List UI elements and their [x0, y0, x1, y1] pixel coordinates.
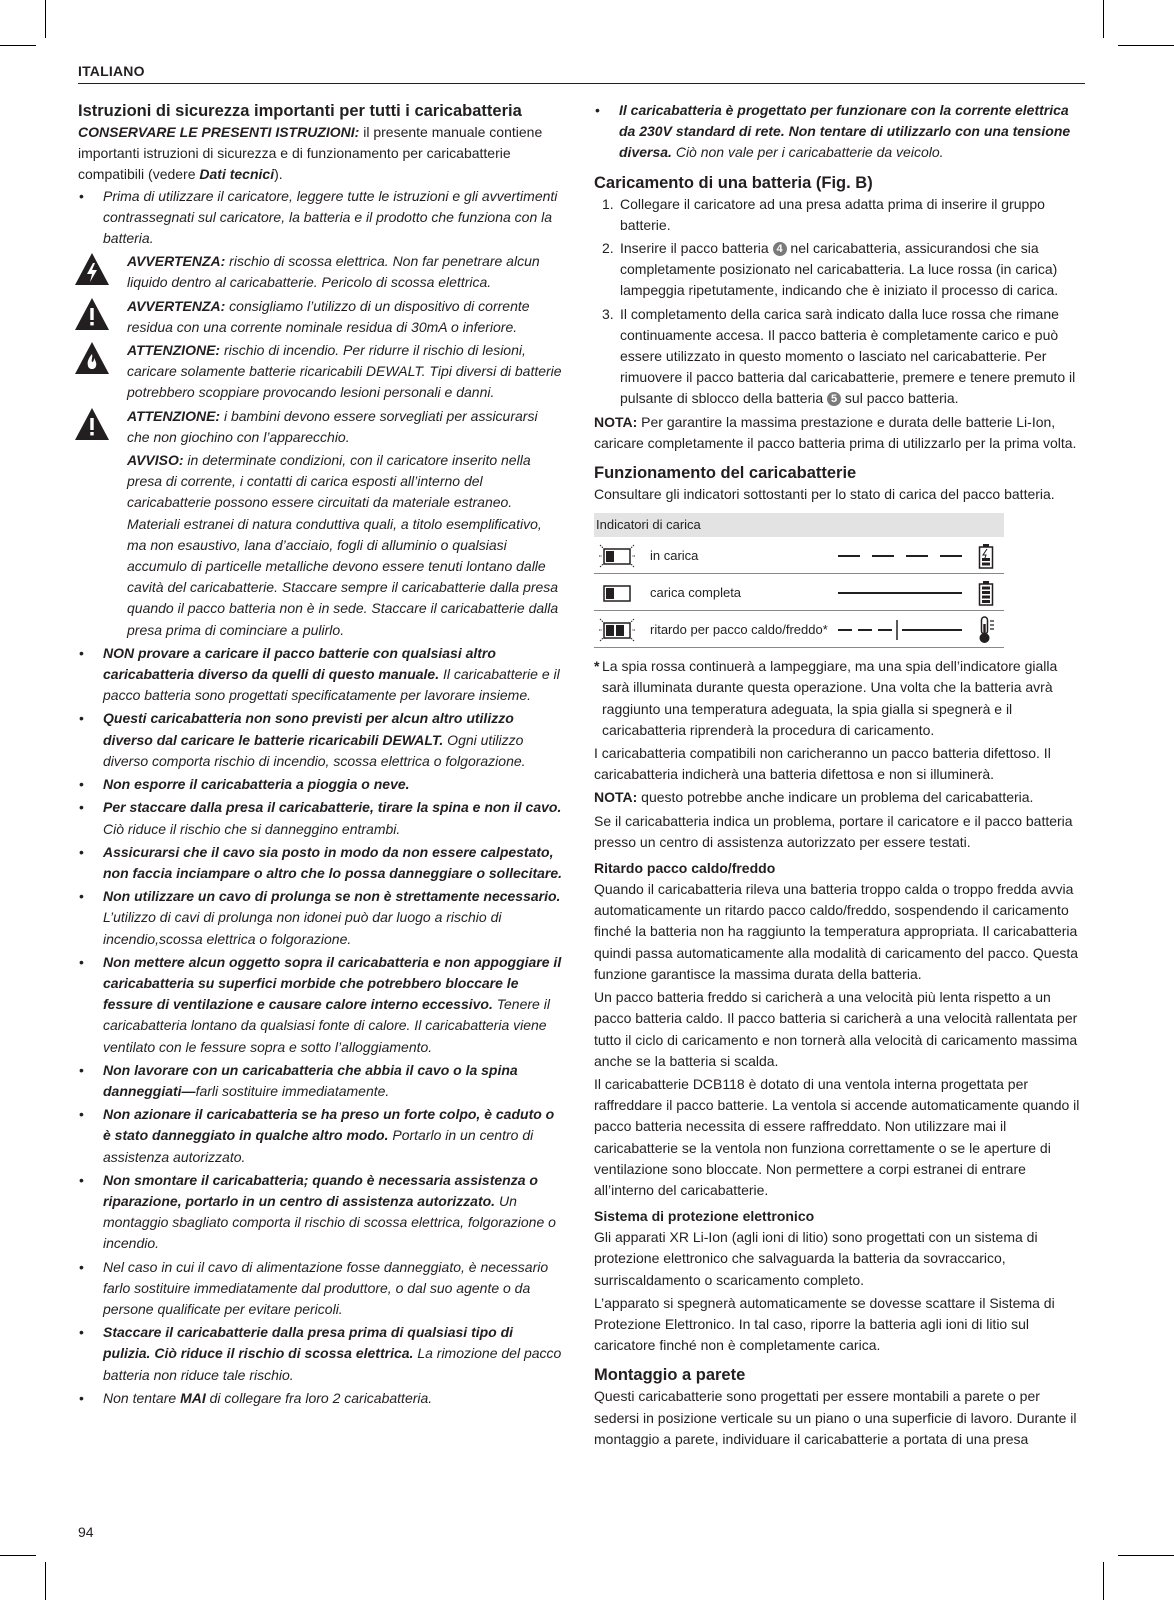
- left-column: [78, 100, 564, 1409]
- crop-mark: [45, 0, 46, 38]
- footnote-hot-cold: * La spia rossa continuerà a lampeggiare, ma una spia dell’indicatore gialla sarà illuminata durante questa operazione. Una volta che la batteria avrà raggiunto una temperatura adeguata, la spia gialla si spegnerà e il caricabatteria riprenderà la procedura di caricamento.: [594, 658, 1058, 738]
- crop-mark: [0, 45, 36, 46]
- crop-mark: [1118, 45, 1174, 46]
- right-column: [594, 100, 1086, 1450]
- delay-signal-icon: [838, 619, 962, 641]
- indicator-label: in carica: [650, 548, 699, 564]
- section-title-charging: Caricamento di una batteria (Fig. B): [594, 173, 873, 192]
- bullet-extension-cord: • Non utilizzare un cavo di prolunga se non è strettamente necessario. L’utilizzo di cavi di prolunga non idonei può dar luogo a rischio di incendio,scossa elettrica o folgorazione.: [78, 886, 564, 950]
- indicator-row-charging: [594, 537, 1004, 574]
- warning-electric-shock: AVVERTENZA: rischio di scossa elettrica. Non far penetrare alcun liquido dentro al caricabatterie. Pericolo di scossa elettrica.: [78, 251, 564, 293]
- general-warning-icon: [74, 297, 110, 331]
- solid-signal-icon: [838, 591, 962, 595]
- charger-solid-icon: [598, 580, 636, 606]
- battery-full-icon: [978, 580, 994, 606]
- crop-mark: [1118, 1555, 1174, 1556]
- indicator-row-charged: [594, 574, 1004, 611]
- indicator-label: ritardo per pacco caldo/freddo*: [650, 622, 828, 638]
- bullet-disassembly: • Non smontare il caricabatteria; quando è necessaria assistenza o riparazione, portarlo in un centro di assistenza autorizzato. Un montaggio sbagliato comporta il rischio di scossa elettrica, folgorazione o incendio.: [78, 1170, 564, 1255]
- general-warning-icon: [74, 407, 110, 441]
- crop-mark: [1103, 0, 1104, 38]
- note-first-charge: NOTA: Per garantire la massima prestazione e durata delle batterie Li-Ion, caricare completamente il pacco batteria prima di utilizzarlo per la prima volta.: [594, 413, 1077, 451]
- battery-charging-icon: [978, 543, 994, 569]
- delay-paragraph-2: Un pacco batteria freddo si caricherà a una velocità più lenta rispetto a un pacco batteria caldo. Il pacco batteria si caricherà a una velocità rallentata per tutto il ciclo di caricamento e non tornerà alla velocità di caricamento massima anche se la batteria si scalda.: [594, 989, 1078, 1069]
- indicator-label: carica completa: [650, 585, 742, 601]
- indicators-header: Indicatori di carica: [594, 513, 1004, 537]
- bullet-ventilation: • Non mettere alcun oggetto sopra il caricabatteria e non appoggiare il caricabatteria su superfici morbide che potrebbero bloccare le fessure di ventilazione e causare calore interno eccessivo. Tenere il caricabatteria lontano da qualsiasi fonte di calore. Il caricabatteria viene ventilato con le fessure sopra e sotto l’alloggiamento.: [78, 952, 564, 1058]
- note-charger-problem: NOTA: questo potrebbe anche indicare un problema del caricabatteria.: [594, 789, 1034, 806]
- problem-service-text: Se il caricabatteria indica un problema, portare il caricatore e il pacco batteria presso un centro di assistenza autorizzato per essere testati.: [594, 812, 1073, 850]
- charge-indicators-table: [594, 513, 1004, 648]
- charger-flashing-icon: [598, 543, 636, 569]
- crop-mark: [45, 1562, 46, 1600]
- language-header: ITALIANO: [78, 63, 1085, 84]
- charging-step-1: 1. Collegare il caricatore ad una presa adatta prima di inserire il gruppo batterie.: [602, 195, 1045, 233]
- crop-mark: [1103, 1562, 1104, 1600]
- warning-rcd: AVVERTENZA: consigliamo l’utilizzo di un dispositivo di corrente residua con una corrente nominale residua di 30mA o inferiore.: [78, 296, 564, 338]
- delay-paragraph-3: Il caricabatterie DCB118 è dotato di una ventola interna progettata per raffreddare il pacco batterie. La ventola si accende automaticamente quando il pacco batteria necessita di essere raffreddato. Non utilizzare mai il caricabatterie se la ventola non funziona correttamente o se le aperture di ventilazione sono bloccate. Non permettere a corpi estranei di entrare all’interno del caricabatterie.: [594, 1075, 1080, 1198]
- warning-fire: ATTENZIONE: rischio di incendio. Per ridurre il rischio di lesioni, caricare solamente batterie ricaricabili DEWALT. Tipi diversi di batterie potrebbero scoppiare provocando lesioni personali e danni.: [78, 340, 564, 404]
- protection-paragraph-1: Gli apparati XR Li-Ion (agli ioni di litio) sono progettati con un sistema di protezione elettronico che salvaguarda la batteria da sovraccarico, surriscaldamento o scaricamento completo.: [594, 1229, 1038, 1288]
- defective-pack-text: I caricabatteria compatibili non caricheranno un pacco batteria difettoso. Il caricabatteria indicherà una batteria difettosa e non si illuminerà.: [594, 745, 1051, 783]
- warning-children: ATTENZIONE: i bambini devono essere sorvegliati per assicurarsi che non giochino con l’apparecchio.: [78, 406, 564, 448]
- bullet-compatible-chargers: • NON provare a caricare il pacco batterie con qualsiasi altro caricabatteria diverso da quelli di questo manuale. Il caricabatterie e il pacco batteria sono progettati specificatamente per lavorare insieme.: [78, 643, 564, 707]
- delay-paragraph-1: Quando il caricabatteria rileva una batteria troppo calda o troppo fredda avvia automaticamente un ritardo pacco caldo/freddo, sospendendo il caricamento finché la batteria non ha raggiunto la temperatura appropriata. Il caricabatteria quindi passa automaticamente alla modalità di caricamento del pacco. Questa funzione garantisce la massima durata della batteria.: [594, 881, 1079, 982]
- section-title-safety: Istruzioni di sicurezza importanti per tutti i caricabatteria: [78, 102, 522, 120]
- crop-mark: [0, 1555, 36, 1556]
- charging-step-3: 3. Il completamento della carica sarà indicato dalla luce rossa che rimane continuamente accesa. Il pacco batteria è completamente carico e può essere utilizzato in questo momento o lasciato nel caricabatterie. Per rimuovere il pacco batteria dal caricabatterie, premere e tenere premuto il pulsante di sblocco della batteria 5 sul pacco batteria.: [602, 305, 1076, 407]
- bullet-dropped-charger: • Non azionare il caricabatteria se ha preso un forte colpo, è caduto o è stato danneggiato in qualche altro modo. Portarlo in un centro di assistenza autorizzato.: [78, 1104, 564, 1168]
- indicator-row-hot-cold-delay: [594, 611, 1004, 648]
- bullet-unplug: • Per staccare dalla presa il caricabatterie, tirare la spina e non il cavo. Ciò riduce il rischio che si danneggino entrambi.: [78, 797, 564, 839]
- ref-4-badge: 4: [773, 242, 787, 256]
- bullet-230v: • Il caricabatteria è progettato per funzionare con la corrente elettrica da 230V standard di rete. Non tentare di utilizzarlo con una tensione diversa. Ciò non vale per i caricabatterie da veicolo.: [594, 100, 1086, 164]
- ref-5-badge: 5: [827, 392, 841, 406]
- protection-paragraph-2: L’apparato si spegnerà automaticamente se dovesse scattare il Sistema di Protezione Elettronico. In tal caso, riporre la batteria agli ioni di litio sul caricatore finché non è completamente carica.: [594, 1294, 1055, 1354]
- flashing-signal-icon: [838, 554, 962, 558]
- tech-data-link: Dati tecnici: [199, 166, 275, 183]
- wall-mount-paragraph: Questi caricabatterie sono progettati per essere montabili a parete o per sedersi in posizione verticale su un piano o una superficie di lavoro. Durante il montaggio a parete, individuare il caricabatterie a portata di una presa: [594, 1388, 1077, 1447]
- bullet-damaged-cord: • Non lavorare con un caricabatteria che abbia il cavo o la spina danneggiati—farli sostituire immediatamente.: [78, 1060, 564, 1102]
- fire-warning-icon: [74, 341, 110, 375]
- intro-paragraph: CONSERVARE LE PRESENTI ISTRUZIONI: il presente manuale contiene importanti istruzioni di sicurezza e di funzionamento per caricabatterie compatibili (vedere Dati tecnici).: [78, 124, 543, 183]
- bullet-supply-cord: • Nel caso in cui il cavo di alimentazione fosse danneggiato, è necessario farlo sostituire immediatamente dal produttore, o dal suo agente o da persone qualificate per evitare pericoli.: [78, 1257, 564, 1321]
- bullet-rain: • Non esporre il caricabatteria a pioggia o neve.: [78, 774, 564, 795]
- electric-shock-warning-icon: [74, 252, 110, 286]
- bullet-never-connect: • Non tentare MAI di collegare fra loro 2 caricabatteria.: [78, 1388, 564, 1409]
- operation-intro: Consultare gli indicatori sottostanti per lo stato di carica del pacco batteria.: [594, 486, 1055, 503]
- notice-foreign-material: AVVISO: in determinate condizioni, con il caricatore inserito nella presa di corrente, i contatti di carica esposti all’interno del caricabatterie possono essere circuitati da materiale estraneo. Materiali estranei di natura conduttiva quali, a titolo esemplificativo, ma non esaustivo, lana d’acciaio, fogli di alluminio o qualsiasi accumulo di particelle metalliche devono essere tenuti lontano dalle cavità del caricabatterie. Staccare sempre il caricabatterie dalla presa quando il pacco batteria non è in sede. Staccare il caricabatterie dalla presa prima di cominciare a pulirlo.: [127, 452, 559, 638]
- bullet-intended-use: • Questi caricabatteria non sono previsti per alcun altro utilizzo diverso dal caricare le batterie ricaricabili DEWALT. Ogni utilizzo diverso comporta rischio di incendio, scossa elettrica o folgorazione.: [78, 708, 564, 772]
- bullet-cord-placement: • Assicurarsi che il cavo sia posto in modo da non essere calpestato, non faccia inciampare o altro che lo possa danneggiare o sollecitare.: [78, 842, 564, 884]
- bullet-cleaning: • Staccare il caricabatterie dalla presa prima di qualsiasi tipo di pulizia. Ciò riduce il rischio di scossa elettrica. La rimozione del pacco batteria non riduce tale rischio.: [78, 1322, 564, 1386]
- section-title-wall-mount: Montaggio a parete: [594, 1366, 746, 1385]
- charger-two-lights-icon: [598, 617, 636, 643]
- subsection-title-protection: Sistema di protezione elettronico: [594, 1208, 815, 1225]
- subsection-title-delay: Ritardo pacco caldo/freddo: [594, 860, 776, 877]
- thermometer-icon: [978, 616, 996, 644]
- charging-step-2: 2. Inserire il pacco batteria 4 nel caricabatteria, assicurandosi che sia completamente posizionato nel caricabatteria. La luce rossa (in carica) lampeggia ripetutamente, indicando che è iniziato il processo di carica.: [602, 240, 1059, 299]
- bullet-read-instructions: • Prima di utilizzare il caricatore, leggere tutte le istruzioni e gli avvertimenti contrassegnati sul caricatore, la batteria e il prodotto che funziona con la batteria.: [78, 186, 564, 250]
- page-number: 94: [78, 1524, 94, 1540]
- section-title-operation: Funzionamento del caricabatterie: [594, 464, 857, 483]
